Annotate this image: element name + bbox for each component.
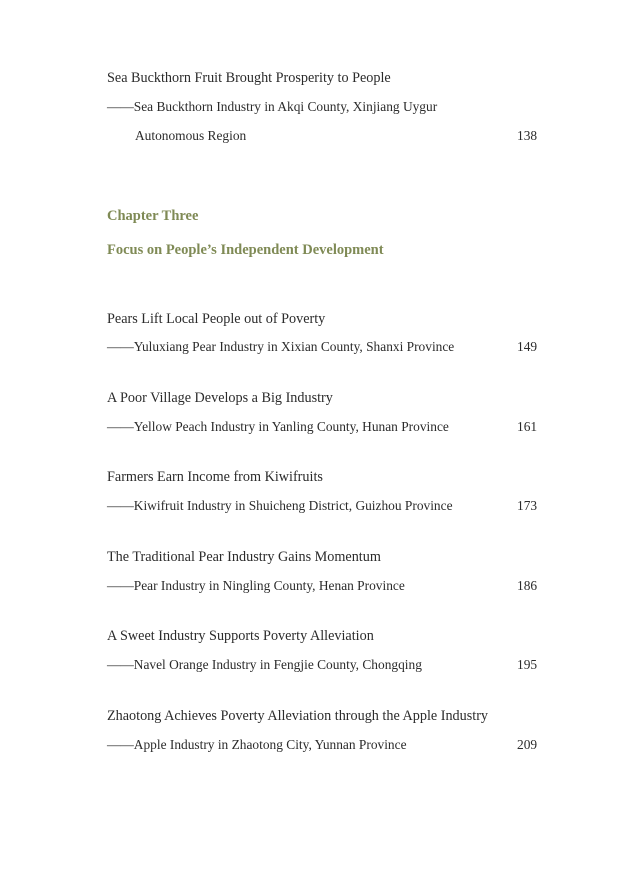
toc-entry-title: The Traditional Pear Industry Gains Momentum xyxy=(107,549,381,565)
toc-entry-subtitle: ——Yellow Peach Industry in Yanling County, Hunan Province xyxy=(107,419,449,434)
chapter-title: Focus on People’s Independent Development xyxy=(107,242,384,258)
toc-entry-title: Sea Buckthorn Fruit Brought Prosperity to People xyxy=(107,70,391,86)
toc-page-number: 209 xyxy=(517,737,538,752)
toc-page-number: 195 xyxy=(517,657,538,672)
toc-entry-title: Zhaotong Achieves Poverty Alleviation through the Apple Industry xyxy=(107,708,489,724)
toc-entry-subtitle: ——Sea Buckthorn Industry in Akqi County, Xinjiang Uygur xyxy=(107,99,438,114)
toc-page-number: 138 xyxy=(517,128,538,143)
toc-entry-subtitle: ——Kiwifruit Industry in Shuicheng District, Guizhou Province xyxy=(107,498,453,513)
toc-entry-title: Pears Lift Local People out of Poverty xyxy=(107,311,326,327)
toc-entry-title: A Poor Village Develops a Big Industry xyxy=(107,390,333,406)
toc-entry-subtitle: ——Yuluxiang Pear Industry in Xixian County, Shanxi Province xyxy=(107,339,455,354)
toc-page-number: 161 xyxy=(517,419,538,434)
toc-entry-subtitle: ——Apple Industry in Zhaotong City, Yunnan Province xyxy=(107,737,407,752)
toc-page-number: 173 xyxy=(517,498,538,513)
toc-page-number: 149 xyxy=(517,339,538,354)
toc-entry-title: Farmers Earn Income from Kiwifruits xyxy=(107,469,323,485)
toc-page-number: 186 xyxy=(517,578,538,593)
chapter-label: Chapter Three xyxy=(107,208,199,224)
toc-entry-title: A Sweet Industry Supports Poverty Alleviation xyxy=(107,628,374,644)
toc-entry-subtitle: ——Pear Industry in Ningling County, Henan Province xyxy=(107,578,405,593)
toc-entry-subtitle: ——Navel Orange Industry in Fengjie County, Chongqing xyxy=(107,657,422,672)
toc-entry-subtitle-continuation: Autonomous Region xyxy=(135,128,247,143)
